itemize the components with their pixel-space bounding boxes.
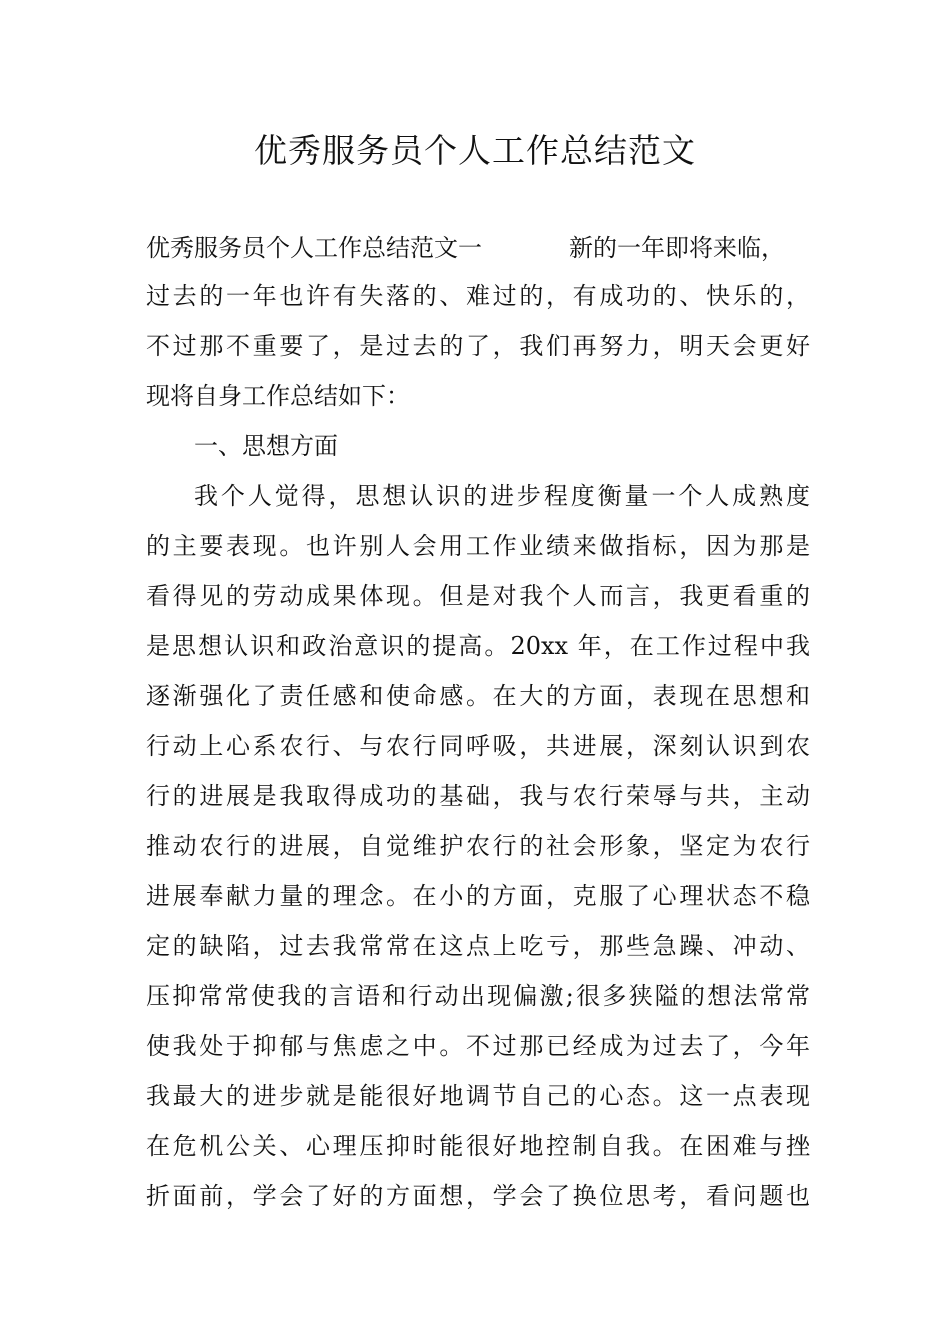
body-line: 我个人觉得，思想认识的进步程度衡量一个人成熟度 [194,482,810,510]
body-line: 逐渐强化了责任感和使命感。在大的方面，表现在思想和 [146,682,810,710]
intro-line: 现将自身工作总结如下： [146,382,410,410]
intro-heading-text: 优秀服务员个人工作总结范文一 [146,234,482,262]
body-line: 行的进展是我取得成功的基础，我与农行荣辱与共，主动 [146,782,810,810]
body-line: 的主要表现。也许别人会用工作业绩来做指标，因为那是 [146,532,810,560]
intro-opening-text: 新的一年即将来临， [569,234,785,262]
body-line: 定的缺陷，过去我常常在这点上吃亏，那些急躁、冲动、 [146,932,810,960]
document-title: 优秀服务员个人工作总结范文 [254,131,696,170]
section-heading: 一、思想方面 [194,432,338,460]
body-line: 我最大的进步就是能很好地调节自己的心态。这一点表现 [146,1082,810,1110]
body-line: 推动农行的进展，自觉维护农行的社会形象，坚定为农行 [146,832,810,860]
body-line: 看得见的劳动成果体现。但是对我个人而言，我更看重的 [146,582,810,610]
body-line: 是思想认识和政治意识的提高。20xx 年，在工作过程中我 [146,632,810,660]
body-line: 在危机公关、心理压抑时能很好地控制自我。在困难与挫 [146,1132,810,1160]
body-line: 使我处于抑郁与焦虑之中。不过那已经成为过去了，今年 [146,1032,810,1060]
intro-line: 过去的一年也许有失落的、难过的，有成功的、快乐的， [146,282,810,310]
intro-first-line [146,228,810,268]
body-line: 折面前，学会了好的方面想，学会了换位思考，看问题也 [146,1182,810,1210]
body-line: 压抑常常使我的言语和行动出现偏激;很多狭隘的想法常常 [146,982,810,1010]
body-line: 行动上心系农行、与农行同呼吸，共进展，深刻认识到农 [146,732,810,760]
intro-line: 不过那不重要了，是过去的了，我们再努力，明天会更好 [146,332,810,360]
body-line: 进展奉献力量的理念。在小的方面，克服了心理状态不稳 [146,882,810,910]
